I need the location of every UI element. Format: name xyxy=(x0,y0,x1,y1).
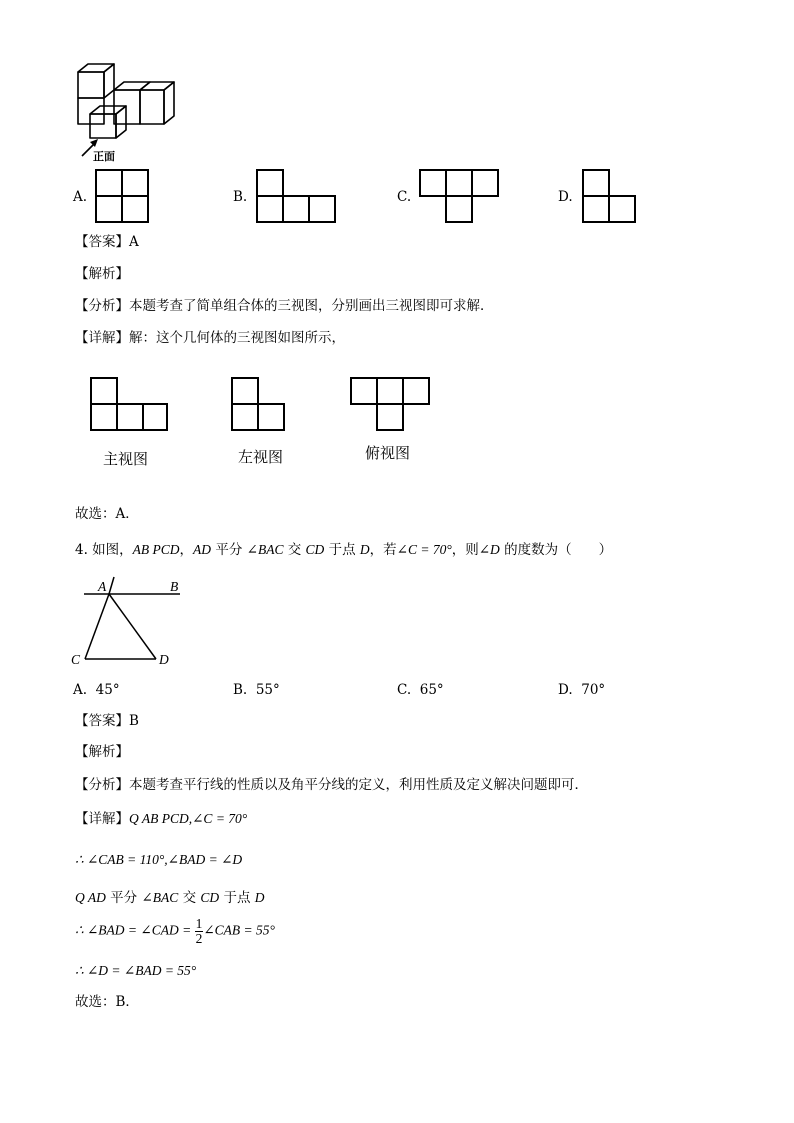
q3-option-d-shape xyxy=(582,169,638,223)
q4-angle-d: ∠D xyxy=(478,542,500,557)
q3-option-c-letter: C. xyxy=(397,189,412,205)
q4-cross: 交 xyxy=(283,542,306,558)
q4-detail xyxy=(75,810,247,828)
q4-step2: ∴ ∠CAB = 110°,∠BAD = ∠D xyxy=(75,852,243,867)
q4-ad: AD xyxy=(193,542,212,557)
q4-option-c-letter: C. xyxy=(397,682,412,698)
step3-c: ∠BAC xyxy=(141,890,179,905)
left-view-shape xyxy=(231,377,287,431)
q4-option-a xyxy=(73,681,120,699)
q3-option-a-letter: A. xyxy=(73,189,88,205)
q4-option-c-value: 65° xyxy=(419,682,444,698)
point-c-label: C xyxy=(71,652,81,667)
point-b-label: B xyxy=(170,579,179,594)
top-view-shape xyxy=(350,377,432,431)
detail-text: 解：这个几何体的三视图如图所示， xyxy=(129,330,345,346)
q3-option-c-shape xyxy=(419,169,501,223)
fraction-half xyxy=(195,917,204,946)
fenxi-text: 本题考查了简单组合体的三视图，分别画出三视图即可求解． xyxy=(129,298,494,314)
q4-bisect: 平分 xyxy=(211,542,247,558)
q4-option-a-letter: A. xyxy=(73,682,88,698)
step3-g: D xyxy=(254,890,265,905)
q3-conclusion: 故选：A． xyxy=(75,506,139,522)
q4-ab-cd: AB PCD xyxy=(132,542,180,557)
q4-option-d xyxy=(558,681,605,699)
q4-at: 于点 xyxy=(324,542,360,558)
answer-value: B xyxy=(129,713,139,729)
q4-angle-bac: ∠BAC xyxy=(246,542,284,557)
q4-end: 的度数为（ ） xyxy=(499,542,613,558)
q4-step3 xyxy=(75,889,265,907)
top-view-label: 俯视图 xyxy=(365,444,411,462)
fenxi-tag: 【分析】 xyxy=(75,777,129,793)
answer-tag: 【答案】 xyxy=(75,713,129,729)
q3-option-a-shape xyxy=(95,169,151,223)
q4-option-d-value: 70° xyxy=(581,682,606,698)
q4-option-b xyxy=(233,681,280,699)
q4-option-b-value: 55° xyxy=(255,682,280,698)
answer-value: A xyxy=(129,234,139,250)
answer-tag: 【答案】 xyxy=(75,234,129,250)
left-view-label: 左视图 xyxy=(238,448,284,466)
q3-option-d-letter: D. xyxy=(558,189,573,205)
step4-left: ∴ ∠BAD = ∠CAD = xyxy=(75,922,195,938)
cube-solid-figure xyxy=(74,62,174,152)
step3-e: CD xyxy=(200,890,220,905)
front-view-label: 正面 xyxy=(93,150,115,163)
step3-f: 于点 xyxy=(219,890,255,906)
q4-sep: ， xyxy=(179,542,194,558)
step3-d: 交 xyxy=(178,890,201,906)
point-d-label: D xyxy=(159,652,169,667)
q4-analysis-tag: 【解析】 xyxy=(75,744,129,760)
q3-detail xyxy=(75,329,345,347)
fraction-numerator: 1 xyxy=(195,916,203,931)
q4-if: ，若 xyxy=(369,542,397,558)
q3-analysis-tag: 【解析】 xyxy=(75,266,129,282)
q3-answer xyxy=(75,233,139,251)
q4-stem xyxy=(75,541,612,559)
q4-c70: ∠C = 70° xyxy=(396,542,452,557)
q4-option-a-value: 45° xyxy=(95,682,120,698)
detail-tag: 【详解】 xyxy=(75,330,129,346)
triangle-figure xyxy=(70,575,200,665)
q3-option-b-letter: B. xyxy=(233,189,248,205)
q4-answer xyxy=(75,712,139,730)
q3-fenxi xyxy=(75,297,494,315)
q4-step4 xyxy=(75,917,275,946)
q4-cd: CD xyxy=(305,542,325,557)
step3-a: Q AD xyxy=(75,890,106,905)
step4-right: ∠CAB = 55° xyxy=(203,922,275,938)
q4-option-b-letter: B. xyxy=(233,682,248,698)
q4-d: D xyxy=(359,542,370,557)
q4-then: ，则 xyxy=(451,542,479,558)
point-a-label: A xyxy=(98,579,107,594)
fenxi-tag: 【分析】 xyxy=(75,298,129,314)
main-view-label: 主视图 xyxy=(103,450,149,468)
q4-step5: ∴ ∠D = ∠BAD = 55° xyxy=(75,963,197,978)
q4-conclusion: 故选：B． xyxy=(75,994,139,1010)
q3-option-b-shape xyxy=(256,169,340,223)
q4-step1: Q AB PCD,∠C = 70° xyxy=(129,811,248,826)
q4-option-c xyxy=(397,681,444,699)
q4-option-d-letter: D. xyxy=(558,682,573,698)
fenxi-text: 本题考查平行线的性质以及角平分线的定义，利用性质及定义解决问题即可． xyxy=(129,777,588,793)
fraction-denominator: 2 xyxy=(195,931,203,946)
q4-fenxi xyxy=(75,776,588,794)
detail-tag: 【详解】 xyxy=(75,811,129,827)
q4-number: 4. 如图， xyxy=(75,542,133,558)
step3-b: 平分 xyxy=(105,890,142,906)
main-view-shape xyxy=(90,377,170,431)
